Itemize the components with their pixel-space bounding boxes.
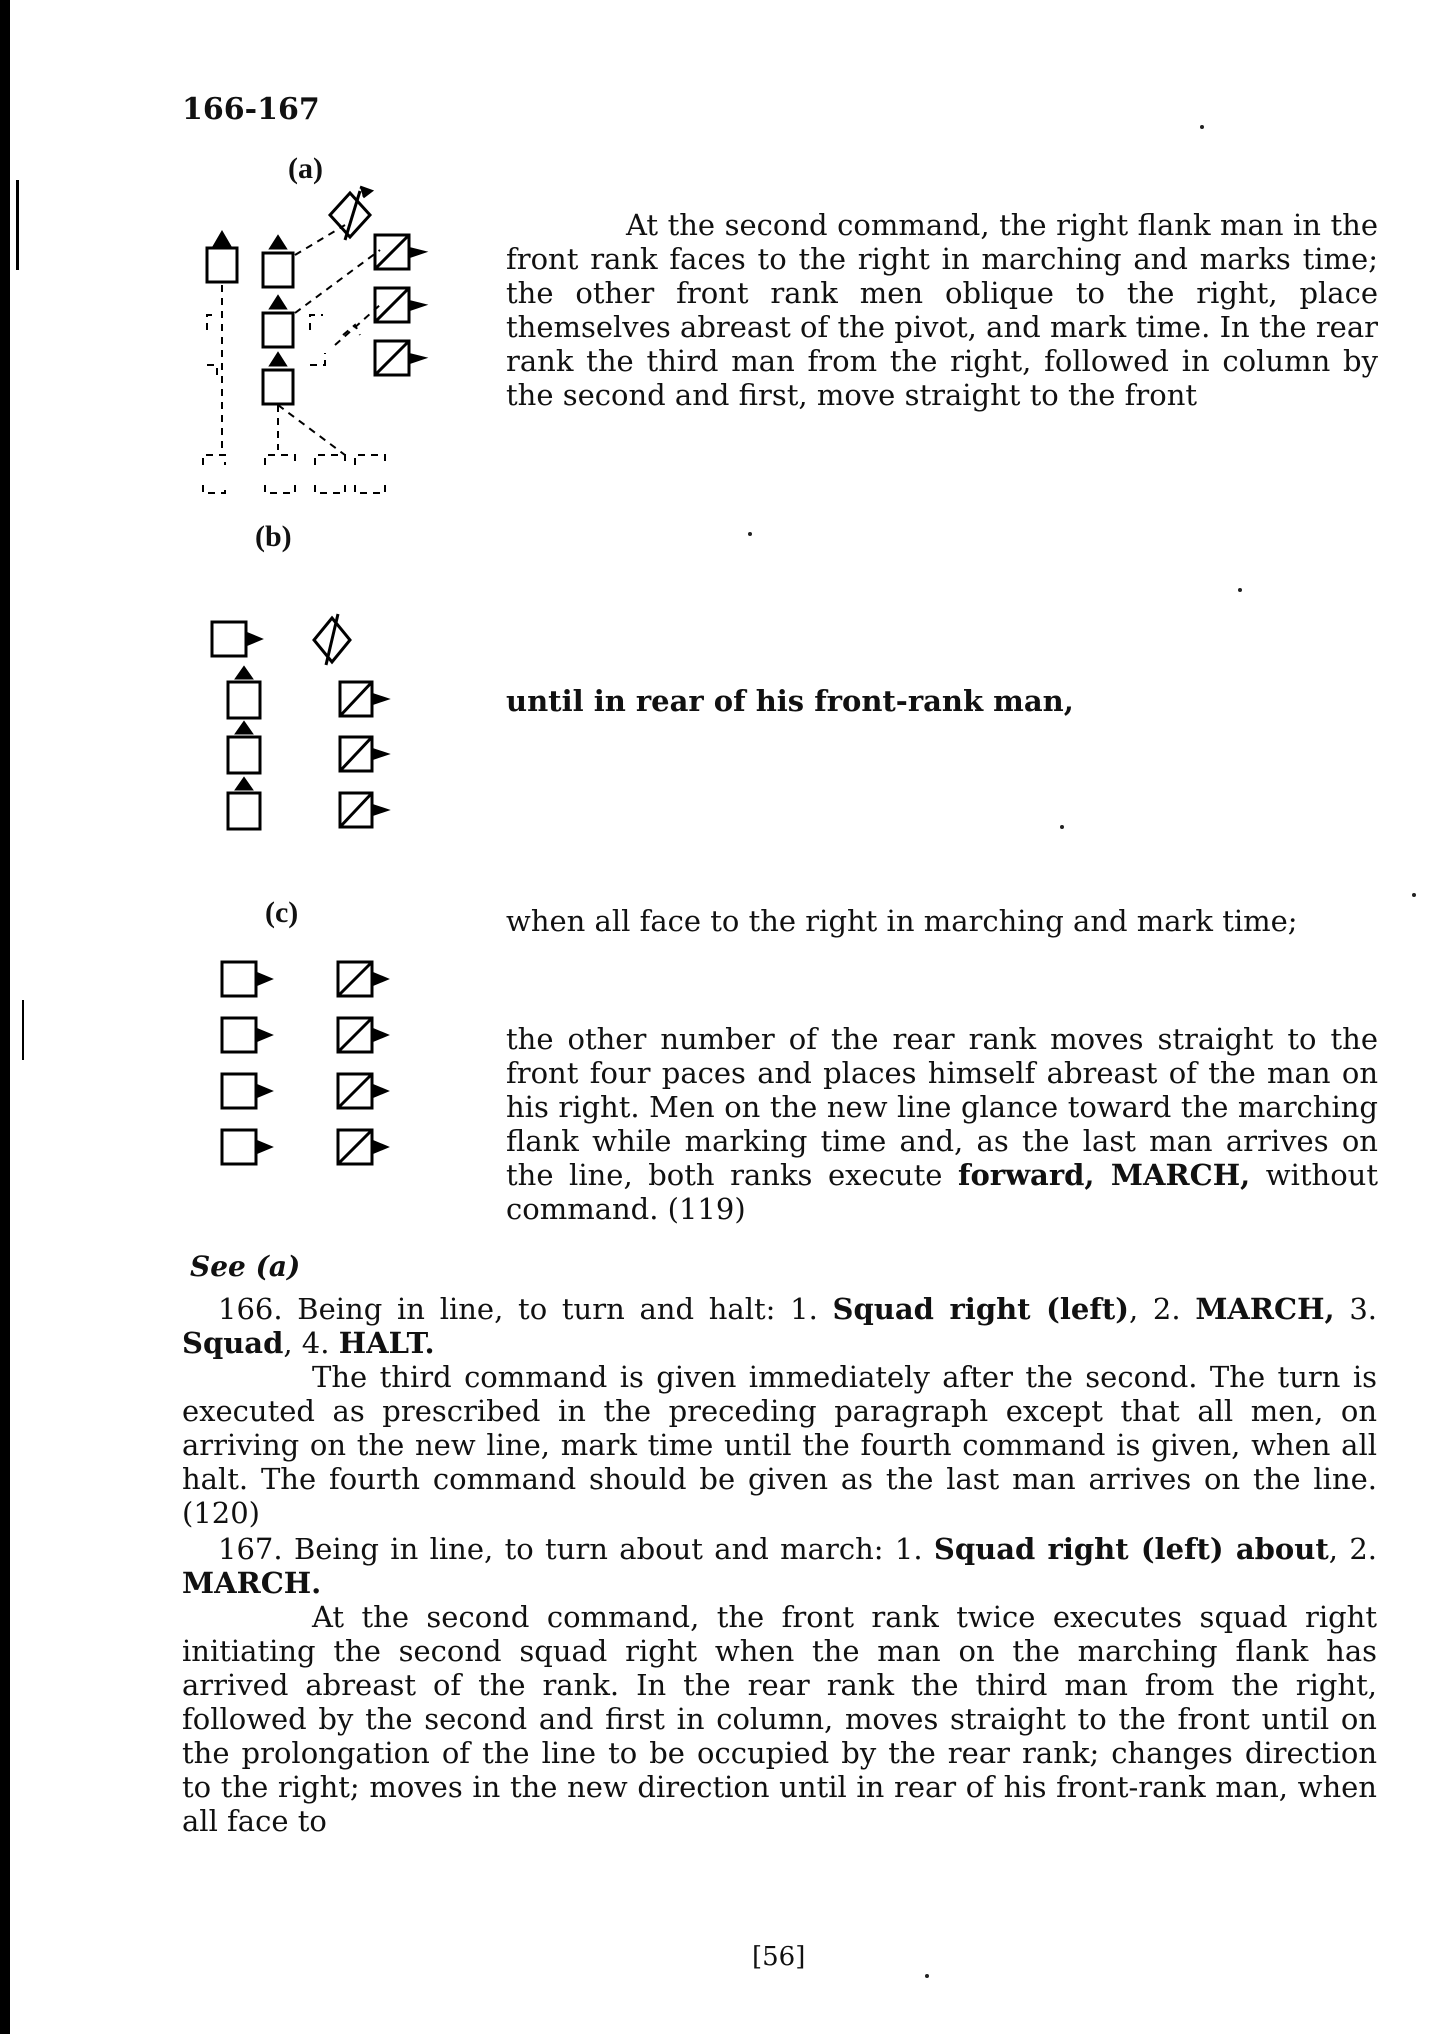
section-167-intro: Being in line, to turn about and march: 1.: [282, 1532, 934, 1566]
diagram-label-b: (b): [255, 520, 292, 553]
section-166-cmd1: Squad right (left): [832, 1292, 1129, 1326]
rear-rank-man-c-4: [222, 1130, 256, 1164]
rear-rank-man-b-1: [228, 682, 260, 718]
section-166-heading: [182, 1292, 1377, 1360]
pivot-diamond-b: [314, 614, 350, 665]
section-167-number: 167.: [218, 1532, 283, 1566]
section-167-cmd2: MARCH.: [182, 1566, 322, 1600]
see-note: See (a): [190, 1250, 301, 1283]
rear-rank-man-c-3: [222, 1074, 256, 1108]
scan-speck: [1412, 893, 1416, 897]
diagram-b: [200, 610, 420, 840]
rear-rank-man-a-1: [207, 248, 237, 282]
pivot-diamond-a: [330, 187, 371, 240]
diagram-label-c: (c): [265, 896, 299, 929]
scan-speck: [1238, 588, 1242, 592]
paragraph-diagram-a: At the second command, the right flank man in the front rank faces to the right in marching and marks time; the other front rank men oblique to the right, place themselves abreast of the pivot, and mark time. In the rear rank the third man from the right, followed in column by the second and first, move straight to the front: [506, 208, 1378, 412]
section-166-sep2: 3.: [1334, 1292, 1378, 1326]
section-166-sep1: , 2.: [1128, 1292, 1196, 1326]
scan-speck: [925, 1974, 929, 1978]
page-number: [56]: [752, 1942, 806, 1972]
section-167-body: At the second command, the front rank twice executes squad right initiating the second squad right when the man on the marching flank has arrived abreast of the rank. In the rear rank the third man from the right, followed by the second and first in column, moves straight to the front until on the prolongation of the line to be occupied by the rear rank; changes direction to the right; moves in the new direction until in rear of his front-rank man, when all face to: [182, 1600, 1377, 1838]
rear-rank-man-b-2: [228, 737, 260, 773]
rear-rank-man-a-3: [263, 313, 293, 347]
rear-rank-man-a-4: [263, 370, 293, 404]
scan-edge-left: [0, 0, 10, 2034]
section-166-cmd3: Squad: [182, 1326, 284, 1360]
scan-edge-left-thin: [16, 180, 19, 270]
command-forward-march: forward, MARCH,: [957, 1158, 1251, 1192]
scan-edge-left-thin-2: [22, 1000, 24, 1060]
paragraph-c2-text: the other number of the rear rank moves straight to the front four paces and places himself abreast of the man on his right. Men on the new line glance toward the marching flank while marking time and, as the last man arrives on the line, both ranks execute: [506, 1022, 1378, 1192]
diagram-a: [195, 185, 445, 505]
rear-rank-man-a-2: [263, 253, 293, 287]
section-166-number: 166.: [218, 1292, 283, 1326]
section-166-intro: Being in line, to turn and halt: 1.: [282, 1292, 833, 1326]
section-167-heading: [182, 1532, 1377, 1600]
rear-rank-man-b-3: [228, 793, 260, 829]
section-166-body: The third command is given immediately after the second. The turn is executed as prescribed in the preceding paragraph except that all men, on arriving on the new line, mark time until the fourth command is given, when all halt. The fourth command should be given as the last man arrives on the line. (120): [182, 1360, 1377, 1530]
section-166-sep3: , 4.: [283, 1326, 339, 1360]
section-166-cmd4: HALT.: [338, 1326, 435, 1360]
section-167-cmd1: Squad right (left) about: [933, 1532, 1329, 1566]
paragraph-diagram-c-1: when all face to the right in marching and mark time;: [506, 904, 1298, 938]
paragraph-c2-end: without command. (119): [506, 1158, 1379, 1226]
paragraph-diagram-b: until in rear of his front-rank man,: [506, 684, 1074, 718]
scan-speck: [1200, 125, 1204, 129]
diagram-label-a: (a): [288, 152, 323, 185]
running-head: 166-167: [182, 92, 320, 127]
flank-man-b: [212, 622, 246, 656]
section-166-cmd2: MARCH,: [1195, 1292, 1335, 1326]
paragraph-diagram-c-2: [506, 1022, 1378, 1226]
section-167-sep1: , 2.: [1328, 1532, 1377, 1566]
rear-rank-man-c-2: [222, 1018, 256, 1052]
scan-speck: [1060, 825, 1064, 829]
diagram-c: [210, 952, 410, 1182]
rear-rank-man-c-1: [222, 962, 256, 996]
scan-speck: [748, 532, 752, 536]
